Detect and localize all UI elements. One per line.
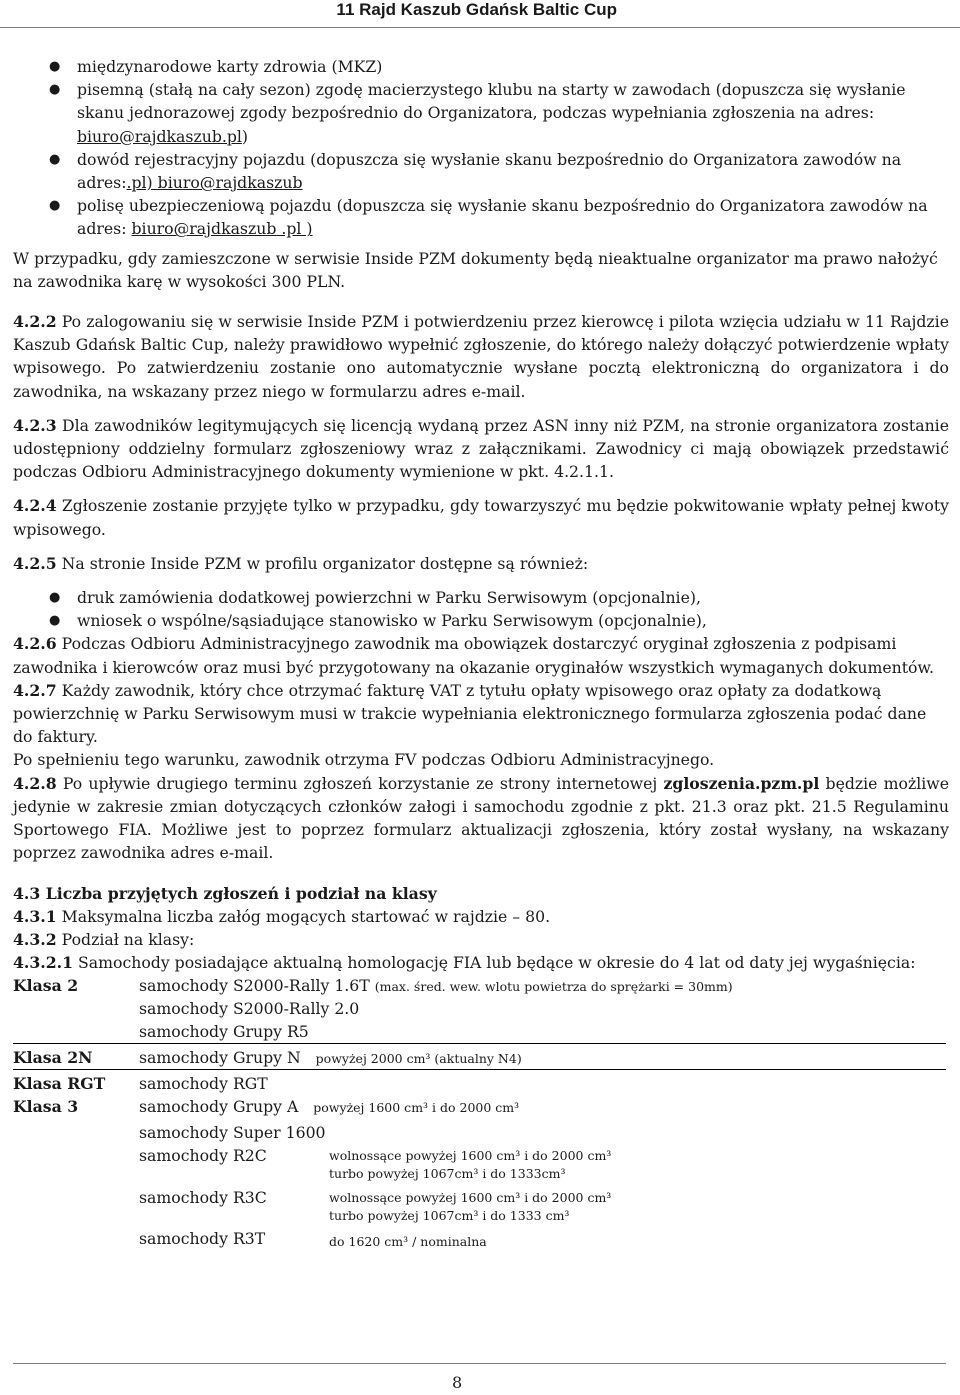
page-header [0,0,960,28]
section-4-2-6: 4.2.6 Podczas Odbioru Administracyjnego zawodnik ma obowiązek dostarczyć oryginał zgłoszenia z podpisami zawodnika i kierowców oraz musi być przygotowany na okazanie oryginałów wszystkich wymaganych dokumentów. [13,634,935,677]
class-car: samochody R3T [139,1229,266,1249]
class-car: samochody Super 1600 [139,1123,326,1143]
bullet-dot-icon: ● [49,82,61,98]
website-link[interactable]: zgloszenia.pzm.pl [663,773,820,793]
penalty-paragraph: W przypadku, gdy zamieszczone w serwisie Inside PZM dokumenty będą nieaktualne organizator ma prawo nałożyć na zawodnika karę w wysokości 300 PLN. [13,248,938,291]
email-link[interactable]: biuro@rajdkaszub.pl [77,126,242,146]
page-number: 8 [452,1373,463,1392]
bullet-dot-icon: ● [49,590,61,606]
class-note: wolnossące powyżej 1600 cm³ i do 2000 cm³ [329,1190,612,1206]
class-car: samochody R3C [139,1188,267,1208]
footer-divider [13,1363,946,1364]
class-note: turbo powyżej 1067cm³ i do 1333cm³ [329,1166,566,1182]
email-link[interactable]: .pl) biuro@rajdkaszub [126,173,303,193]
class-note: wolnossące powyżej 1600 cm³ i do 2000 cm³ [329,1148,612,1164]
section-4-2-4: 4.2.4 Zgłoszenie zostanie przyjęte tylko w przypadku, gdy towarzyszyć mu będzie pokwitowanie wpłaty pełnej kwoty wpisowego. [13,496,949,539]
bullet-dot-icon: ● [49,613,61,629]
list-item: ● wniosek o wspólne/sąsiadujące stanowisko w Parku Serwisowym (opcjonalnie), [13,609,949,632]
class-note: do 1620 cm³ / nominalna [329,1234,487,1250]
section-4-3-1: 4.3.1 Maksymalna liczba załóg mogących startować w rajdzie – 80. [13,906,551,926]
section-4-3-2: 4.3.2 Podział na klasy: [13,929,195,949]
email-link[interactable]: biuro@rajdkaszub [131,219,277,239]
bullet-dot-icon: ● [49,59,61,74]
section-4-2-8: 4.2.8 Po upływie drugiego terminu zgłoszeń korzystanie ze strony internetowej zgloszenia.pzm.pl będzie możliwe jedynie w zakresie zmian dotyczących członków załogi i samochodu zgodnie z pkt. 21.3 oraz pkt. 21.5 Regulaminu Sportowego FIA. Możliwe jest to poprzez formularz aktualizacji zgłoszenia, który został wysłany, na wskazany poprzez zawodnika adres e-mail. [13,773,949,863]
class-label: Klasa 2 [13,976,79,996]
documents-list [13,55,949,241]
section-4-2-7-note: Po spełnieniu tego warunku, zawodnik otrzyma FV podczas Odbioru Administracyjnego. [13,750,715,770]
list-item: ● pisemną (stałą na cały sezon) zgodę macierzystego klubu na starty w zawodach (dopuszcza się wysłanie skanu jednorazowej zgody bezpośrednio do Organizatora, podczas wypełniania zgłoszenia na adres: biuro@rajdkaszub.pl) [49,80,906,146]
bullet-dot-icon: ● [49,198,61,214]
class-note: powyżej 1600 cm³ i do 2000 cm³ [313,1100,520,1116]
class-car: samochody RGT [139,1074,268,1094]
section-4-3-heading: 4.3 Liczba przyjętych zgłoszeń i podział na klasy [13,883,437,903]
section-4-2-5: 4.2.5 Na stronie Inside PZM w profilu organizator dostępne są również: [13,553,589,573]
section-4-2-2: 4.2.2 Po zalogowaniu się w serwisie Inside PZM i potwierdzeniu przez kierowcę i pilota wzięcia udziału w 11 Rajdzie Kaszub Gdańsk Baltic Cup, należy prawidłowo wypełnić zgłoszenie, do którego należy dołączyć potwierdzenie wpłaty wpisowego. Po zatwierdzeniu zostanie ono automatycznie wysłane pocztą elektroniczną do organizatora i do zawodnika, na wskazany przez niego w formularzu adres e-mail. [13,312,949,401]
section-4-2-7: 4.2.7 Każdy zawodnik, który chce otrzymać fakturę VAT z tytułu opłaty wpisowego oraz opłaty za dodatkową powierzchnię w Parku Serwisowym musi w trakcie wypełniania elektronicznego formularza zgłoszenia podać dane do faktury. [13,680,927,747]
class-car: samochody Grupy N [139,1048,301,1068]
list-item: ● dowód rejestracyjny pojazdu (dopuszcza się wysłanie skanu bezpośrednio do Organizatora zawodów na adres:.pl) biuro@rajdkaszub [49,149,902,193]
class-label: Klasa RGT [13,1074,106,1094]
header-title: 11 Rajd Kaszub Gdańsk Baltic Cup [336,0,617,19]
inside-pzm-list [13,586,949,632]
divider [13,1043,946,1044]
class-note: powyżej 2000 cm³ (aktualny N4) [315,1051,522,1067]
class-label: Klasa 3 [13,1097,79,1117]
class-car: samochody R2C [139,1146,267,1166]
class-table [13,974,949,1250]
class-note: turbo powyżej 1067cm³ i do 1333 cm³ [329,1208,570,1224]
list-item: ● druk zamówienia dodatkowej powierzchni w Parku Serwisowym (opcjonalnie), [13,586,949,609]
bullet-dot-icon: ● [49,151,61,167]
class-car: samochody S2000-Rally 1.6T [139,976,370,996]
list-item: ● międzynarodowe karty zdrowia (MKZ) [13,55,949,78]
section-4-2-3: 4.2.3 Dla zawodników legitymujących się licencją wydaną przez ASN inny niż PZM, na stronie organizatora zostanie udostępniony oddzielny formularz zgłoszeniowy wraz z załącznikami. Zawodnicy ci mają obowiązek przedstawić podczas Odbioru Administracyjnego dokumenty wymienione w pkt. 4.2.1.1. [13,415,949,482]
class-note: (max. śred. wew. wlotu powietrza do sprężarki = 30mm) [374,979,733,995]
class-car: samochody Grupy R5 [139,1022,309,1042]
class-label: Klasa 2N [13,1048,93,1068]
list-item: ● polisę ubezpieczeniową pojazdu (dopuszcza się wysłanie skanu bezpośrednio do Organizatora zawodów na adres: biuro@rajdkaszub .pl ) [49,196,928,239]
section-4-3-2-1: 4.3.2.1 Samochody posiadające aktualną homologację FIA lub będące w okresie do 4 lat od daty jej wygaśnięcia: [13,953,916,973]
class-car: samochody S2000-Rally 2.0 [139,999,360,1019]
class-car: samochody Grupy A [139,1097,299,1117]
divider [13,1069,946,1070]
document-body [13,55,949,1250]
